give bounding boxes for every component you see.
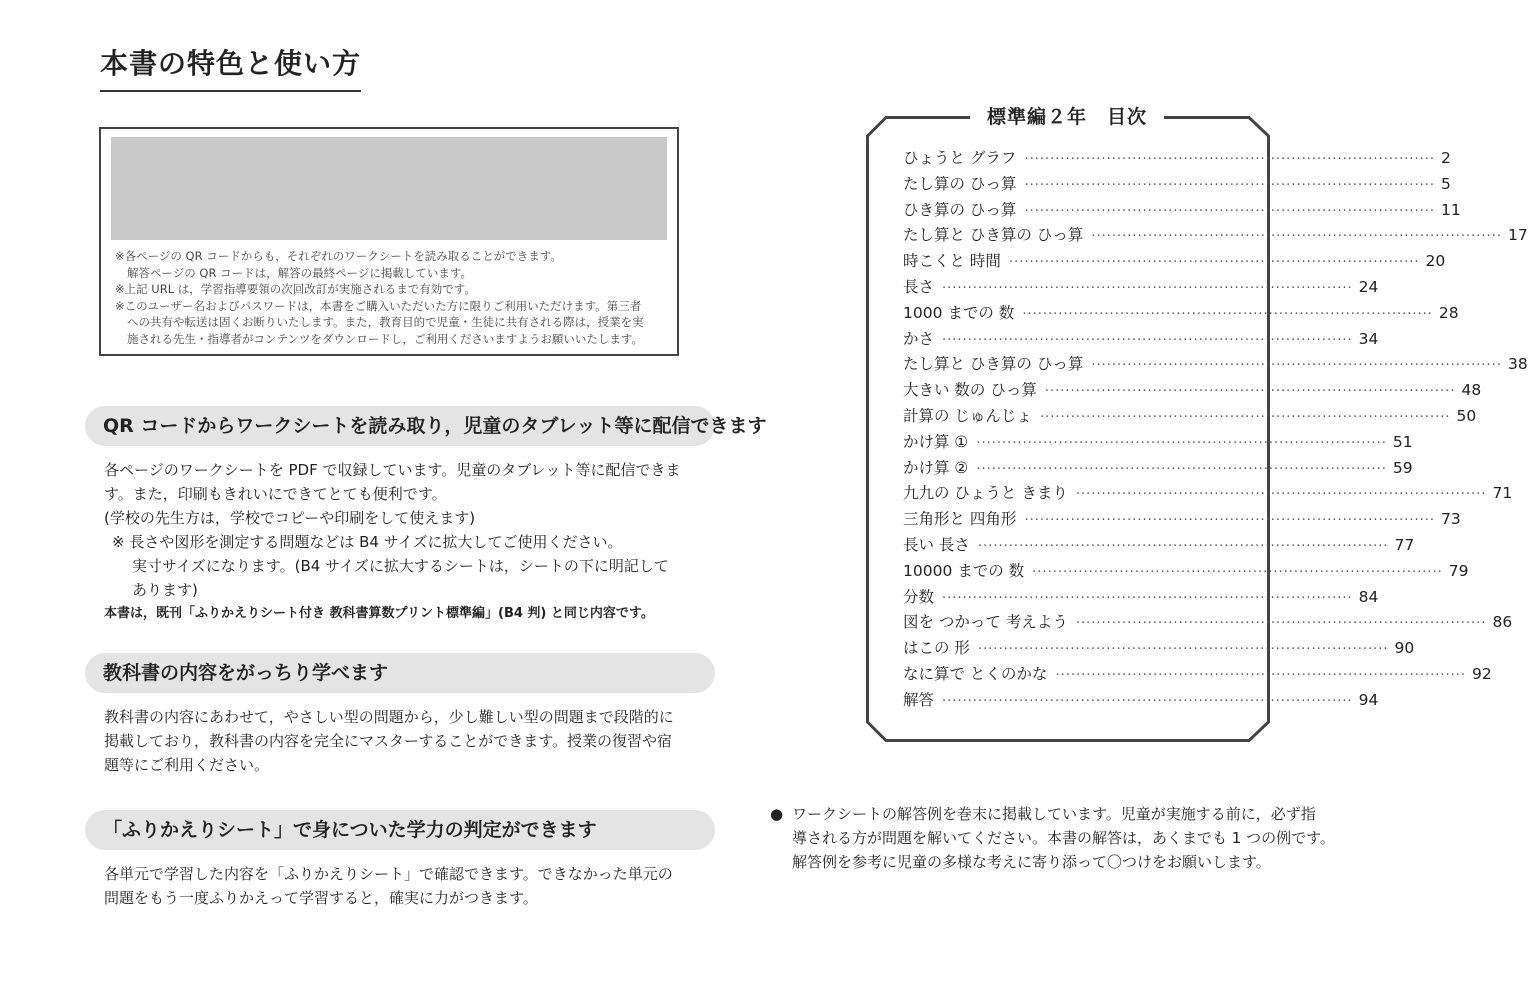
toc-item <box>903 172 1451 198</box>
toc-item-page: 94 <box>1358 690 1379 709</box>
toc-item-label: 図を つかって 考えよう <box>903 613 1068 632</box>
toc-item-page: 5 <box>1441 174 1451 193</box>
notice-line: ※このユーザー名およびパスワードは，本書をご購入いただいた方に限りご利用いただけます。第三者 <box>115 298 642 313</box>
toc-item-label: 解答 <box>903 690 935 709</box>
answer-note-line: 解答例を参考に児童の多様な考えに寄り添って〇つけをお願いします。 <box>792 853 1271 871</box>
toc-item <box>903 352 1528 378</box>
body-line: 各単元で学習した内容を「ふりかえりシート」で確認できます。できなかった単元の <box>104 865 673 883</box>
toc-item-page: 50 <box>1456 406 1477 425</box>
toc-leader-dots: ················································································ <box>942 590 1353 606</box>
bullet-icon: ● <box>770 805 784 823</box>
toc-item-page: 2 <box>1441 149 1451 167</box>
toc-item-label: なに算で とくのかな <box>903 664 1048 683</box>
toc-item-page: 86 <box>1492 613 1513 632</box>
body-line: 題等にご利用ください。 <box>104 756 270 774</box>
toc-item <box>903 327 1379 353</box>
answer-note-line: 導される方が問題を解いてください。本書の解答は，あくまでも 1 つの例です。 <box>792 829 1335 847</box>
toc-leader-dots: ················································································ <box>1032 564 1443 580</box>
notice-line: への共有や転送は固くお断りいたします。また，教育目的で児童・生徒に共有される際は，授業を実 <box>127 315 644 329</box>
toc-leader-dots: ················································································ <box>1075 616 1487 632</box>
toc-item-label: 1000 までの 数 <box>903 303 1015 322</box>
toc-leader-dots: ················································································ <box>1024 152 1436 167</box>
toc-item <box>903 636 1415 662</box>
notice-line: 解答ページの QR コードは，解答の最終ページに掲載しています。 <box>127 265 472 280</box>
toc-leader-dots: ················································································ <box>1008 255 1420 271</box>
redacted-url-area <box>111 137 667 240</box>
body-line: 問題をもう一度ふりかえって学習すると，確実に力がつきます。 <box>104 889 538 907</box>
body-note: ※ 長さや図形を測定する問題などは B4 サイズに拡大してご使用ください。 <box>112 533 623 551</box>
toc-item <box>903 507 1461 533</box>
toc-leader-dots: ················································································ <box>1024 177 1436 193</box>
toc-item <box>903 404 1477 430</box>
toc-leader-dots: ················································································ <box>1091 358 1502 374</box>
toc-leader-dots: ················································································ <box>1091 229 1502 245</box>
toc-item-page: 51 <box>1392 432 1413 451</box>
toc-item <box>903 559 1469 585</box>
toc-leader-dots: ················································································ <box>1044 384 1456 400</box>
toc-item-label: 九九の ひょうと きまり <box>903 484 1068 503</box>
body-line: 掲載しており，教科書の内容を完全にマスターすることができます。授業の復習や宿 <box>104 732 673 750</box>
toc-item-label: かさ <box>903 329 935 348</box>
toc-leader-dots: ················································································ <box>1075 487 1487 503</box>
notice-line: ※上記 URL は，学習指導要領の次回改訂が実施されるまで有効です。 <box>115 282 476 296</box>
toc-leader-dots: ················································································ <box>942 332 1353 348</box>
body-line: 教科書の内容にあわせて，やさしい型の問題から，少し難しい型の問題まで段階的に <box>104 708 674 726</box>
url-notice-box <box>99 127 679 356</box>
answer-note <box>770 802 1350 874</box>
same-content-note: 本書は，既刊「ふりかえりシート付き 教科書算数プリント標準編」(B4 判) と同じ内容です。 <box>104 606 654 621</box>
toc-item-label: 計算の じゅんじょ <box>903 406 1032 425</box>
toc-item-page: 48 <box>1461 381 1482 400</box>
toc-leader-dots: ················································································ <box>977 538 1389 554</box>
toc-item <box>903 481 1513 507</box>
toc-item <box>903 585 1379 611</box>
toc-item <box>903 146 1451 172</box>
section-body-review <box>104 862 699 910</box>
toc-item-label: 分数 <box>903 587 935 606</box>
toc-item-page: 92 <box>1472 664 1492 683</box>
notice-line: 施される先生・指導者がコンテンツをダウンロードし，ご利用くださいますようお願いいたします。 <box>127 331 643 346</box>
toc-leader-dots: ················································································ <box>1024 203 1436 219</box>
toc-item-page: 20 <box>1425 252 1446 271</box>
toc-list <box>903 146 1528 714</box>
toc-item-page: 11 <box>1441 200 1461 219</box>
toc-item <box>903 249 1446 275</box>
toc-item-page: 77 <box>1394 535 1415 554</box>
toc-item <box>903 301 1459 327</box>
toc-leader-dots: ················································································ <box>976 435 1387 451</box>
toc-item-page: 79 <box>1448 561 1469 580</box>
toc-leader-dots: ················································································ <box>977 642 1389 658</box>
toc-item <box>903 456 1413 482</box>
toc-item-page: 17 <box>1507 226 1528 245</box>
toc-item-label: たし算と ひき算の ひっ算 <box>903 226 1084 245</box>
toc-item-label: 三角形と 四角形 <box>903 510 1017 529</box>
section-heading-textbook: 教科書の内容をがっちり学べます <box>85 653 715 693</box>
toc-item-label: 長さ <box>903 277 935 296</box>
toc-item <box>903 198 1461 224</box>
toc-leader-dots: ················································································ <box>942 693 1353 709</box>
toc-item-label: ひき算の ひっ算 <box>903 200 1017 219</box>
toc-item-label: かけ算 ① <box>903 432 969 451</box>
body-note: 実寸サイズになります。(B4 サイズに拡大するシートは，シートの下に明記して <box>132 557 669 575</box>
toc-item-label: はこの 形 <box>903 639 970 658</box>
toc-leader-dots: ················································································ <box>1024 513 1436 529</box>
body-line: (学校の先生方は，学校でコピーや印刷をして使えます) <box>104 509 476 527</box>
toc-leader-dots: ················································································ <box>1022 306 1433 322</box>
toc-item-page: 71 <box>1492 484 1513 503</box>
toc-title: 標準編２年 目次 <box>970 100 1164 134</box>
toc-item <box>903 662 1492 688</box>
toc-item-label: ひょうと グラフ <box>903 149 1017 167</box>
body-line: 各ページのワークシートを PDF で収録しています。児童のタブレット等に配信できま <box>104 461 681 479</box>
toc-item-label: かけ算 ② <box>903 458 969 477</box>
toc-item-page: 84 <box>1358 587 1379 606</box>
toc-item <box>903 610 1513 636</box>
toc-item-label: たし算と ひき算の ひっ算 <box>903 355 1084 374</box>
section-body-qr <box>104 458 699 626</box>
toc-item-label: たし算の ひっ算 <box>903 174 1017 193</box>
section-heading-review: 「ふりかえりシート」で身についた学力の判定ができます <box>85 810 715 850</box>
notice-text <box>115 248 669 347</box>
toc-item <box>903 275 1379 301</box>
toc-leader-dots: ················································································ <box>1039 409 1451 425</box>
body-line: す。また，印刷もきれいにできてとても便利です。 <box>104 485 447 503</box>
page-title: 本書の特色と使い方 <box>100 46 361 92</box>
toc-item-page: 24 <box>1358 277 1379 296</box>
toc-item-page: 90 <box>1394 639 1415 658</box>
toc-item-page: 38 <box>1507 355 1528 374</box>
toc-item <box>903 688 1379 714</box>
toc-item <box>903 430 1413 456</box>
toc-item-page: 34 <box>1358 329 1379 348</box>
notice-line: ※各ページの QR コードからも，それぞれのワークシートを読み取ることができます。 <box>115 249 562 263</box>
toc-leader-dots: ················································································ <box>1055 667 1467 683</box>
toc-item <box>903 533 1415 559</box>
toc-item <box>903 223 1528 249</box>
answer-note-line: ワークシートの解答例を巻末に掲載しています。児童が実施する前に，必ず指 <box>792 805 1316 823</box>
toc-item-label: 時こくと 時間 <box>903 252 1001 271</box>
toc-item-page: 28 <box>1438 303 1459 322</box>
toc-item-label: 大きい 数の ひっ算 <box>903 381 1037 400</box>
section-body-textbook <box>104 705 699 777</box>
toc-item-page: 59 <box>1392 458 1413 477</box>
toc-item-label: 長い 長さ <box>903 535 970 554</box>
toc-leader-dots: ················································································ <box>942 280 1353 296</box>
toc-leader-dots: ················································································ <box>976 461 1387 477</box>
toc-item-page: 73 <box>1441 510 1461 529</box>
toc-item-label: 10000 までの 数 <box>903 561 1025 580</box>
body-note: あります) <box>132 581 198 599</box>
toc-item <box>903 378 1482 404</box>
section-heading-qr: QR コードからワークシートを読み取り，児童のタブレット等に配信できます <box>85 406 715 446</box>
